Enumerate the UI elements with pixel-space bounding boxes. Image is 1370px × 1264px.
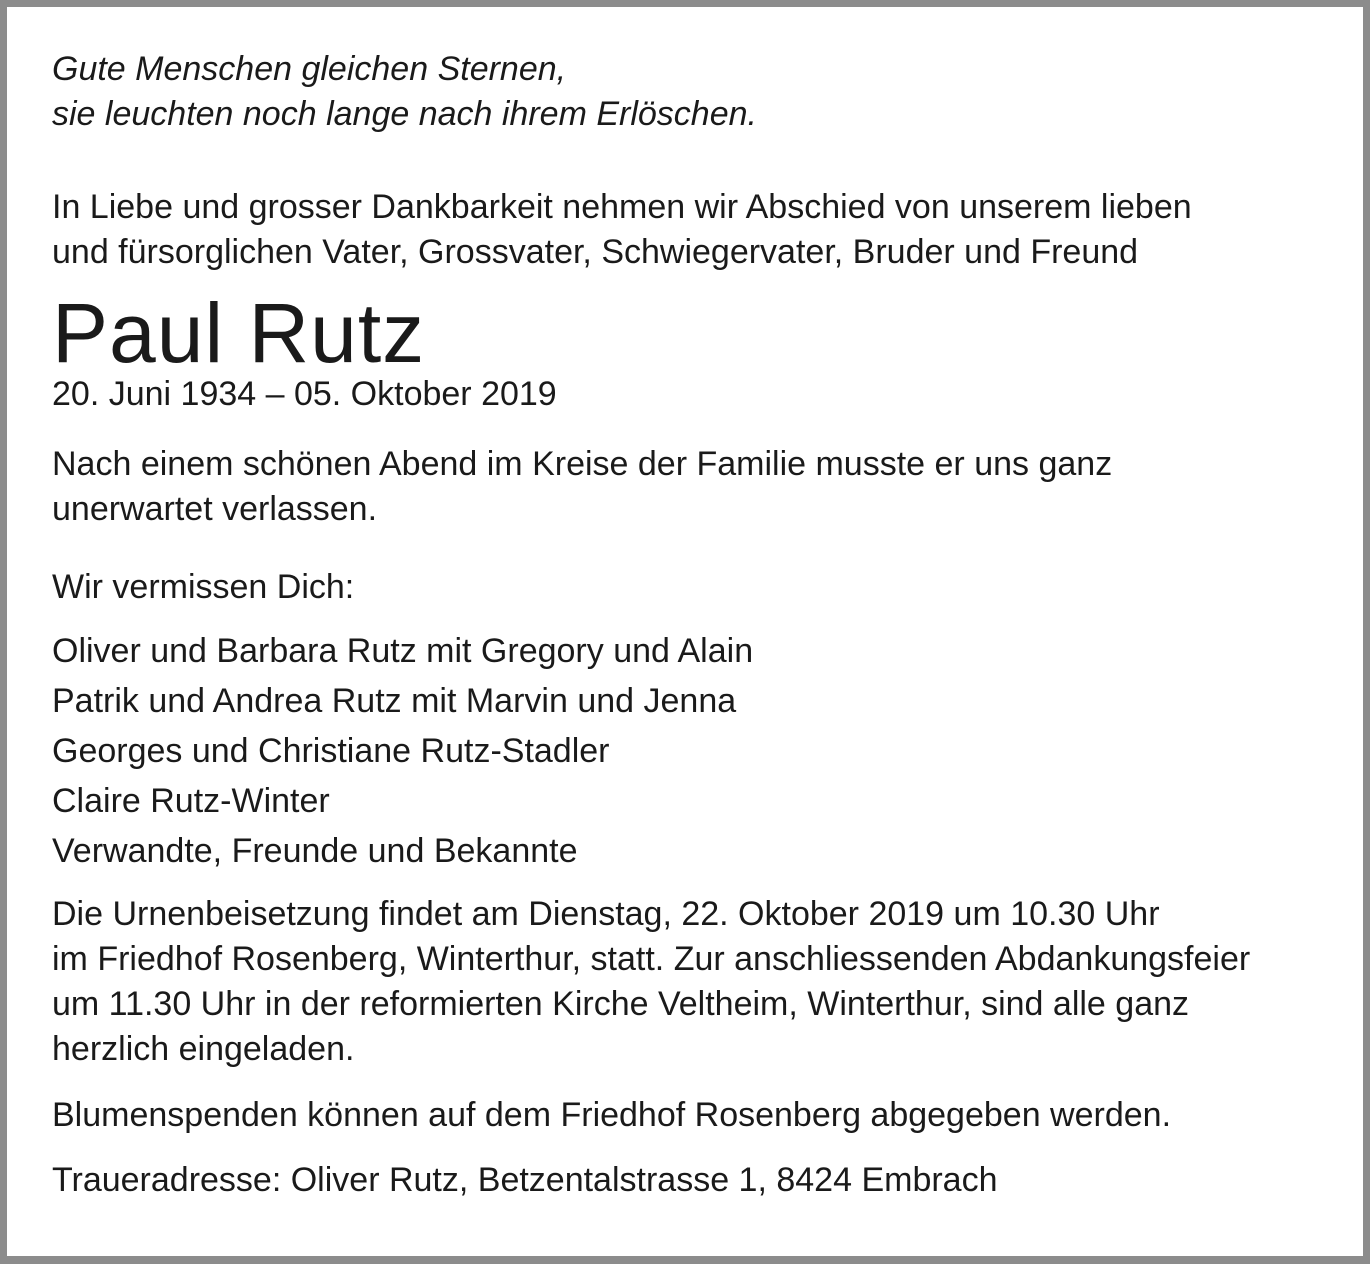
mourning-address: Traueradresse: Oliver Rutz, Betzentalstrasse 1, 8424 Embrach [52,1161,998,1199]
deceased-name: Paul Rutz [52,286,426,380]
service-line: herzlich eingeladen. [52,1030,355,1068]
message-line: unerwartet verlassen. [52,490,378,528]
service-line: im Friedhof Rosenberg, Winterthur, statt. Zur anschliessenden Abdankungsfeier [52,940,1251,978]
mourner-entry: Oliver und Barbara Rutz mit Gregory und Alain [52,632,754,670]
intro-line: und fürsorglichen Vater, Grossvater, Schwiegervater, Bruder und Freund [52,233,1139,271]
service-line: Die Urnenbeisetzung findet am Dienstag, 22. Oktober 2019 um 10.30 Uhr [52,895,1160,933]
motto-quote [52,47,1347,137]
service-details [52,892,1347,1072]
mourner-entry: Verwandte, Freunde und Bekannte [52,832,578,870]
obituary-content [52,47,1347,1203]
intro-text [52,185,1347,275]
mourner-entry: Claire Rutz-Winter [52,782,330,820]
mourners-heading: Wir vermissen Dich: [52,568,355,606]
motto-line: sie leuchten noch lange nach ihrem Erlöschen. [52,95,757,133]
mourner-entry: Georges und Christiane Rutz-Stadler [52,732,610,770]
intro-line: In Liebe und grosser Dankbarkeit nehmen wir Abschied von unserem lieben [52,188,1192,226]
motto-line: Gute Menschen gleichen Sternen, [52,50,567,88]
mourner-entry: Patrik und Andrea Rutz mit Marvin und Jenna [52,682,737,720]
service-line: um 11.30 Uhr in der reformierten Kirche Veltheim, Winterthur, sind alle ganz [52,985,1190,1023]
passing-message [52,442,1347,532]
message-line: Nach einem schönen Abend im Kreise der Familie musste er uns ganz [52,445,1113,483]
life-dates: 20. Juni 1934 – 05. Oktober 2019 [52,375,557,413]
mourners-list [52,626,1347,876]
flower-donation-note: Blumenspenden können auf dem Friedhof Rosenberg abgegeben werden. [52,1096,1172,1134]
